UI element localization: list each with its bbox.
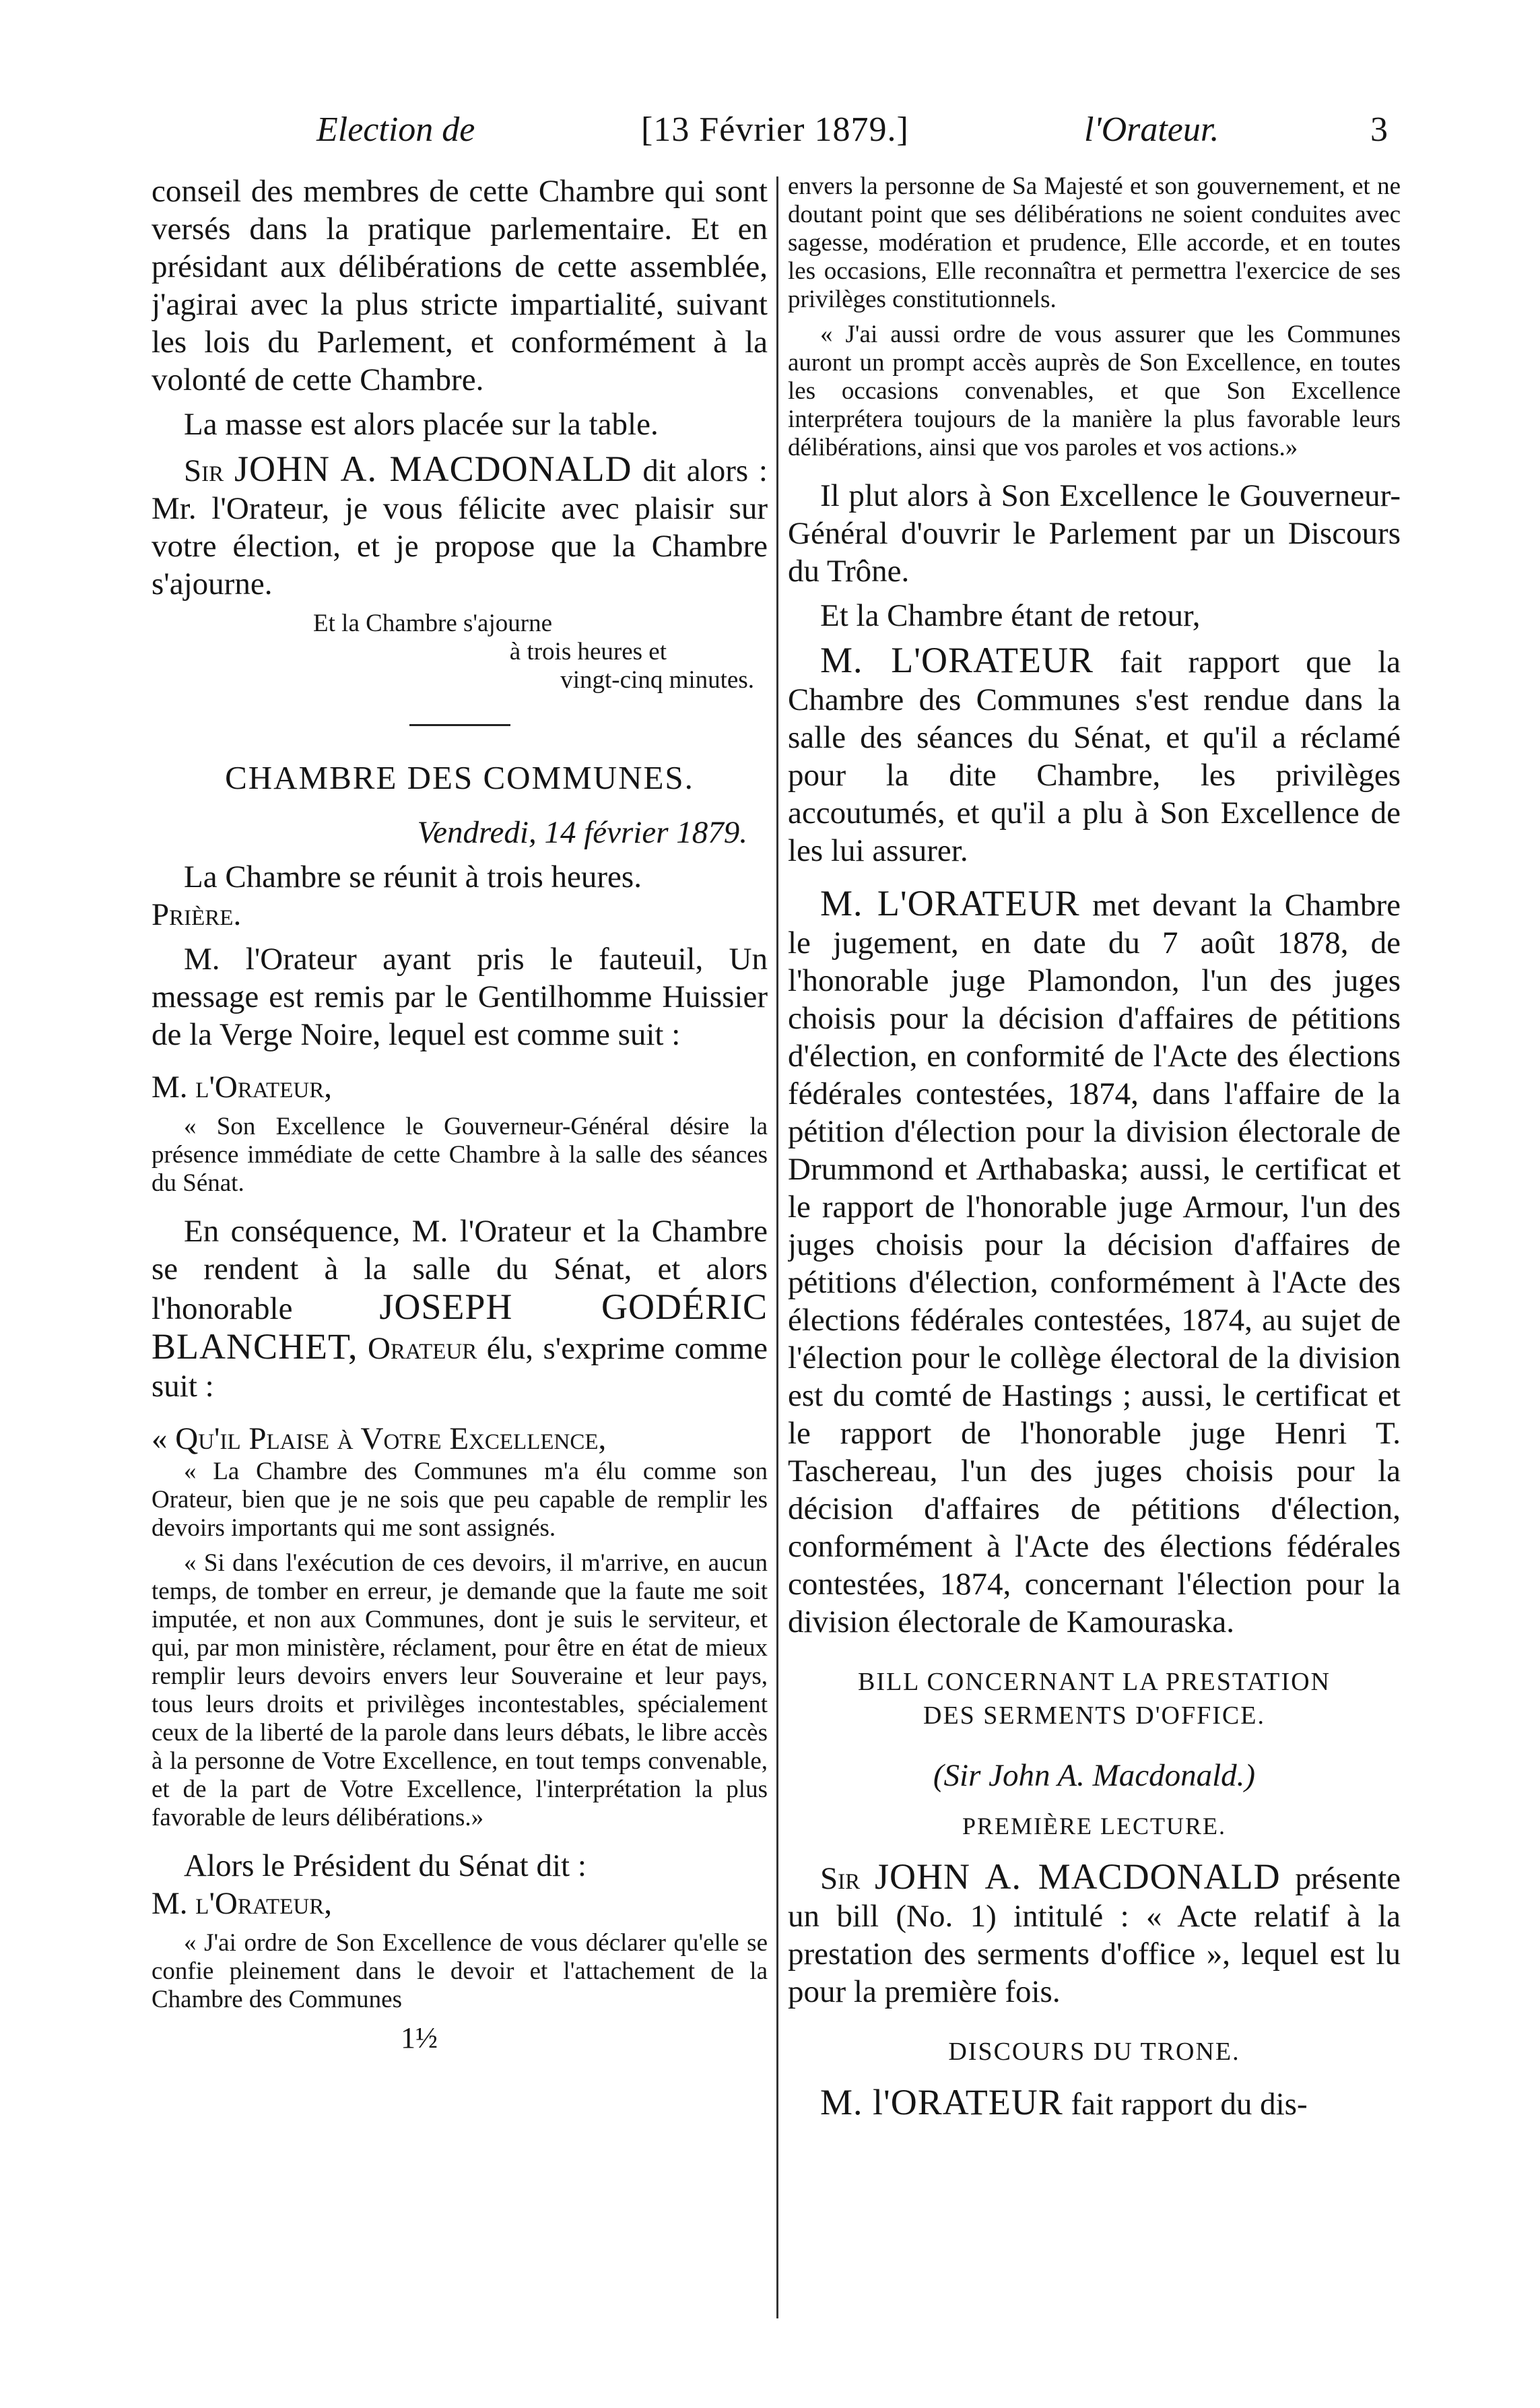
running-header xyxy=(0,100,1540,160)
speaker-name: JOHN A. MACDONALD xyxy=(234,449,632,489)
speaker-name: M. l'ORATEUR xyxy=(820,2082,1063,2122)
paragraph-text: élu, s'exprime comme suit : xyxy=(152,1331,768,1404)
quotation: « Si dans l'exécution de ces devoirs, il m'arrive, en aucun temps, de tomber en erreur, je demande que la faute me soit imputée, et non aux Communes, dont je suis le serviteur, et qui, par mon ministère, réclament, pour être en état de mieux remplir leurs devoirs envers leur Souveraine et leur pays, tous leurs droits et privilèges incontestables, spécialement ceux de la liberté de la parole dans leurs débats, le libre accès à la personne de Votre Excellence, en tout temps convenable, et de la part de Votre Excellence, l'interprétation la plus favorable de leurs délibérations.» xyxy=(152,1549,768,1831)
bill-heading: DES SERMENTS D'OFFICE. xyxy=(923,1701,1265,1730)
date-line: Vendredi, 14 février 1879. xyxy=(417,815,747,850)
paragraph: La Chambre se réunit à trois heures. xyxy=(184,859,642,894)
salutation: « Qu'il Plaise à Votre Excellence, xyxy=(152,1421,607,1456)
paragraph-text: dit alors : Mr. l'Orateur, je vous félicite avec plaisir sur votre élection, et je propose que la Chambre s'ajourne. xyxy=(152,453,768,601)
paragraph: Il plut alors à Son Excellence le Gouverneur-Général d'ouvrir le Parlement par un Discours du Trône. xyxy=(788,478,1401,589)
bill-author: (Sir John A. Macdonald.) xyxy=(933,1758,1256,1793)
paragraph: Et la Chambre étant de retour, xyxy=(820,598,1201,633)
paragraph xyxy=(152,1212,768,1405)
section-rule xyxy=(409,724,510,726)
section-heading: CHAMBRE DES COMMUNES. xyxy=(225,759,694,796)
paragraph xyxy=(152,450,768,603)
speaker-title: Orateur xyxy=(367,1331,477,1366)
adjournment-line: Et la Chambre s'ajourne xyxy=(313,610,552,637)
address-line: M. l'Orateur, xyxy=(152,1070,332,1105)
quotation: « J'ai ordre de Son Excellence de vous déclarer qu'elle se confie pleinement dans le devoir et l'attachement de la Chambre des Communes xyxy=(152,1929,768,2013)
prayer-heading: Prière. xyxy=(152,897,242,932)
header-right: l'Orateur. xyxy=(1084,110,1219,149)
quotation: « La Chambre des Communes m'a élu comme son Orateur, bien que je ne sois que peu capable de remplir les devoirs importants qui me sont assignés. xyxy=(152,1458,768,1542)
right-column xyxy=(788,172,1401,2328)
left-column xyxy=(152,172,768,2328)
paragraph xyxy=(788,2083,1401,2123)
quotation: « J'ai aussi ordre de vous assurer que les Communes auront un prompt accès auprès de Son Excellence, en toutes les occasions convenables, et que Son Excellence interprétera toujours de la manière la plus favorable leurs délibérations, ainsi que vos paroles et vos actions.» xyxy=(788,321,1401,461)
bill-heading: BILL CONCERNANT LA PRESTATION xyxy=(857,1668,1331,1696)
quotation: envers la personne de Sa Majesté et son gouvernement, et ne doutant point que ses délibérations ne soient conduites avec sagesse, modération et prudence, Elle accorde, et en toutes les occasions, Elle reconnaîtra et permettra l'exercice de ses privilèges constitutionnels. xyxy=(788,172,1401,313)
page-number: 3 xyxy=(1370,110,1388,149)
paragraph: La masse est alors placée sur la table. xyxy=(184,407,659,442)
paragraph-text: En conséquence, M. l'Orateur et la Chambre se rendent à la salle du Sénat, et alors l'honorable xyxy=(152,1214,768,1326)
paragraph xyxy=(788,1858,1401,2011)
header-left: Election de xyxy=(316,110,475,149)
paragraph: conseil des membres de cette Chambre qui sont versés dans la pratique parlementaire. Et en présidant aux délibérations de cette assemblée, j'agirai avec la plus stricte impartialité, suivant les lois du Parlement, et conformément à la volonté de cette Chambre. xyxy=(152,174,768,397)
adjournment-line: vingt-cinq minutes. xyxy=(560,666,754,694)
reading-heading: PREMIÈRE LECTURE. xyxy=(962,1813,1226,1840)
paragraph xyxy=(788,641,1401,870)
paragraph: Alors le Président du Sénat dit : xyxy=(184,1848,587,1883)
paragraph xyxy=(788,884,1401,1641)
quotation: « Son Excellence le Gouverneur-Général désire la présence immédiate de cette Chambre à la salle des séances du Sénat. xyxy=(152,1113,768,1197)
header-date: [13 Février 1879.] xyxy=(641,110,909,149)
paragraph-text: fait rapport du dis- xyxy=(1071,2087,1308,2122)
address-line: M. l'Orateur, xyxy=(152,1886,332,1921)
paragraph-text: fait rapport que la Chambre des Communes s'est rendue dans la salle des séances du Sénat, et qu'il a réclamé pour la dite Chambre, les privilèges accoutumés, et qu'il a plu à Son Excellence de les lui assurer. xyxy=(788,645,1401,868)
paragraph-text: met devant la Chambre le jugement, en date du 7 août 1878, de l'honorable juge Plamondon, l'un des juges choisis pour la décision d'affaires de pétitions d'élection, en conformité de l'Acte des élections fédérales contestées, 1874, dans l'affaire de la pétition d'élection pour la division électorale de Drummond et Arthabaska; aussi, le certificat et le rapport de l'honorable juge Armour, l'un des juges choisis pour la décision d'affaires de pétitions d'élection, conformément à l'Acte des élections fédérales contestées, 1874, au sujet de l'élection pour le collège électoral de la division est du comté de Hastings ; aussi, le certificat et le rapport de l'honorable juge Henri T. Taschereau, l'un des juges choisis pour la décision d'affaires de pétitions d'élection, conformément à l'Acte des élections fédérales contestées, 1874, concernant l'élection pour la division électorale de Kamouraska. xyxy=(788,888,1401,1639)
section-heading: DISCOURS DU TRONE. xyxy=(948,2038,1240,2066)
speaker-name: JOSEPH GODÉRIC BLANCHET, xyxy=(152,1287,768,1367)
speaker-name: M. L'ORATEUR xyxy=(820,883,1080,923)
speaker-title: Sir xyxy=(184,453,224,488)
speaker-name: M. L'ORATEUR xyxy=(820,640,1094,680)
speaker-title: Sir xyxy=(820,1861,861,1896)
paragraph-text: présente un bill (No. 1) intitulé : « Acte relatif à la prestation des serments d'office », lequel est lu pour la première fois. xyxy=(788,1861,1401,2009)
paragraph: M. l'Orateur ayant pris le fauteuil, Un message est remis par le Gentilhomme Huissier de la Verge Noire, lequel est comme suit : xyxy=(152,942,768,1052)
speaker-name: JOHN A. MACDONALD xyxy=(874,1856,1281,1897)
signature-mark: 1½ xyxy=(401,2021,438,2054)
adjournment-line: à trois heures et xyxy=(509,638,667,665)
column-divider xyxy=(776,176,778,2318)
